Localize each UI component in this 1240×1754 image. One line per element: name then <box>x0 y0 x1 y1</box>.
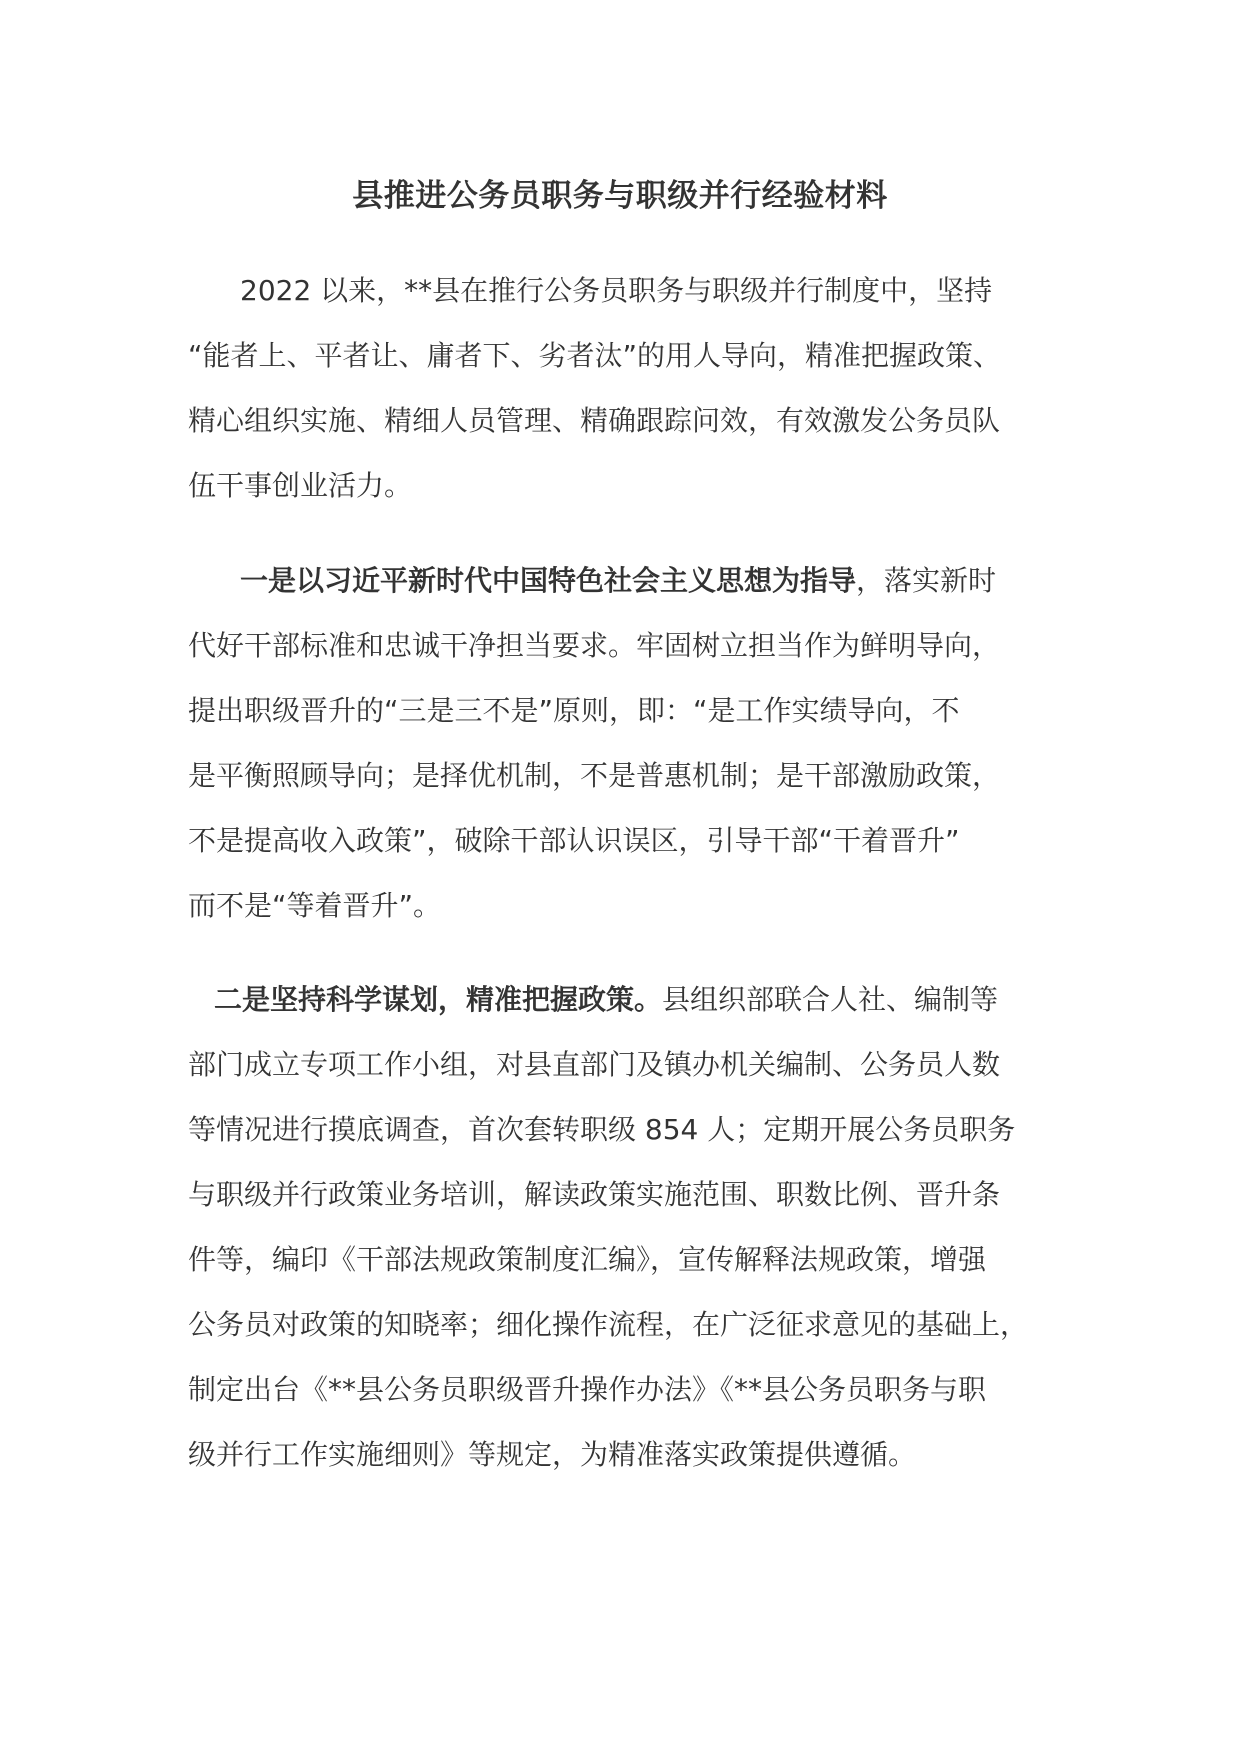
paragraph-line: 件等，编印《干部法规政策制度汇编》，宣传解释法规政策，增强 <box>188 1243 987 1276</box>
paragraph-lead: 二是坚持科学谋划，精准把握政策。 <box>214 983 663 1016</box>
paragraph-line: 而不是“等着晋升”。 <box>188 889 442 922</box>
paragraph-line: 制定出台《**县公务员职级晋升操作办法》《**县公务员职务与职 <box>188 1373 987 1406</box>
paragraph-lead: 一是以习近平新时代中国特色社会主义思想为指导 <box>240 564 857 597</box>
paragraph-point-two <box>188 967 1073 1487</box>
paragraph-line: 2022 以来，**县在推行公务员职务与职级并行制度中，坚持 <box>240 274 993 307</box>
paragraph-line: 级并行工作实施细则》等规定，为精准落实政策提供遵循。 <box>188 1438 917 1471</box>
paragraph-line: 与职级并行政策业务培训，解读政策实施范围、职数比例、晋升条 <box>188 1178 1001 1211</box>
paragraph-line: 提出职级晋升的“三是三不是”原则，即：“是工作实绩导向，不 <box>188 694 960 727</box>
paragraph-intro <box>188 258 1073 518</box>
paragraph-line: 部门成立专项工作小组，对县直部门及镇办机关编制、公务员人数 <box>188 1048 1001 1081</box>
paragraph-lead-rest: 县组织部联合人社、编制等 <box>662 983 999 1016</box>
paragraph-lead-rest: ，落实新时 <box>856 564 997 597</box>
document-title: 县推进公务员职务与职级并行经验材料 <box>352 178 888 214</box>
paragraph-line: 等情况进行摸底调查，首次套转职级 854 人；定期开展公务员职务 <box>188 1113 1016 1146</box>
paragraph-line: 精心组织实施、精细人员管理、精确跟踪问效，有效激发公务员队 <box>188 404 1001 437</box>
paragraph-line: 不是提高收入政策”，破除干部认识误区，引导干部“干着晋升” <box>188 824 960 857</box>
paragraph-first-line <box>188 548 1073 613</box>
paragraph-line: 公务员对政策的知晓率；细化操作流程，在广泛征求意见的基础上， <box>188 1308 1029 1341</box>
paragraph-line: 伍干事创业活力。 <box>188 469 413 502</box>
paragraph-first-line <box>188 967 1073 1032</box>
paragraph-line: “能者上、平者让、庸者下、劣者汰”的用人导向，精准把握政策、 <box>188 339 1002 372</box>
paragraph-line: 是平衡照顾导向；是择优机制，不是普惠机制；是干部激励政策， <box>188 759 1001 792</box>
paragraph-point-one <box>188 548 1073 938</box>
paragraph-line: 代好干部标准和忠诚干净担当要求。牢固树立担当作为鲜明导向， <box>188 629 1001 662</box>
